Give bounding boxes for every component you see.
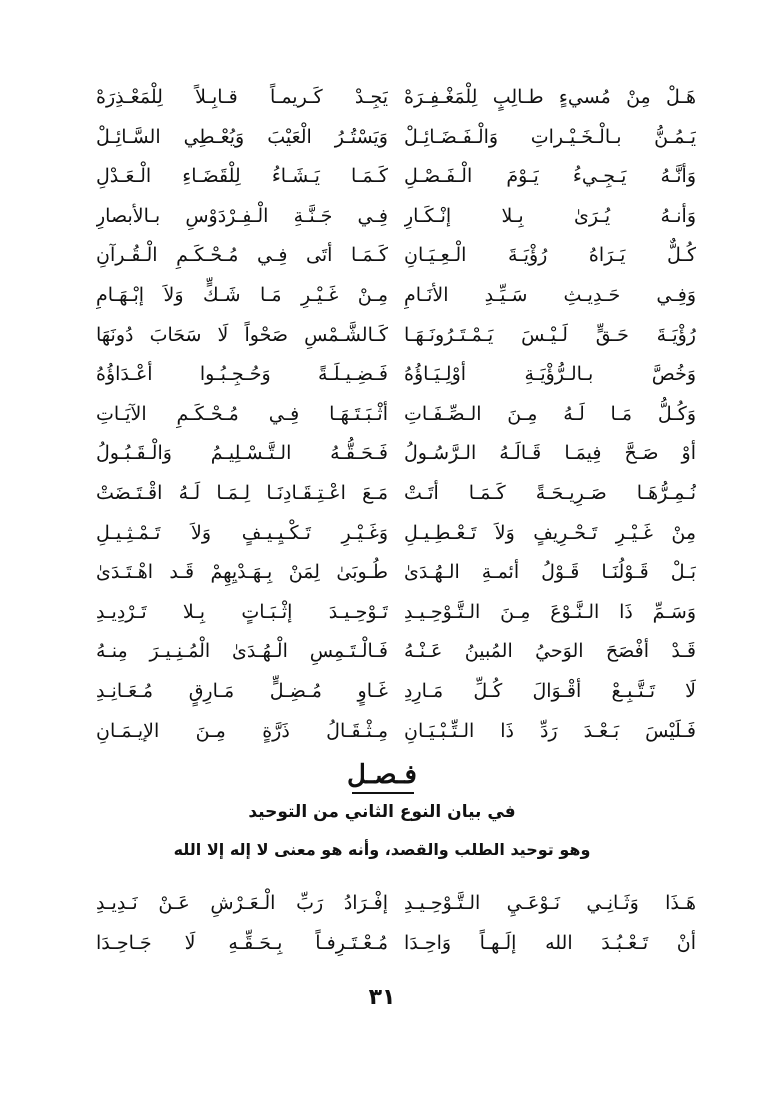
verse-first-hemistich: نُـمِـرُّهَـا صَـرِيـحَـةً كَـمَـا أتَـتْ (404, 481, 696, 504)
verse-second-hemistich: وَيَسْتُـرُ الْعَيْبَ وَيُعْـطِي السَّـائِـلْ (96, 125, 388, 148)
verse-second-hemistich: يَجِـدْ كَـريمـاً قـابِـلاً لِلْمَعْـذِرَهْ (96, 86, 388, 108)
verse-first-hemistich: وَخُصَّ بـالـرُّؤْيَـةِ أوْلِـيَـاؤُهُ (404, 363, 696, 386)
verse-line (96, 474, 696, 514)
verse-first-hemistich: وَفِـي حَـدِيـثِ سَـيِّـدِ الأنَـامِ (404, 283, 696, 306)
verse-second-hemistich: مَـعَ اعْـتِـقَـادِنَـا لِـمَـا لَـهُ اقْـتَـضَتْ (96, 481, 388, 504)
verse-first-hemistich: مِنْ غَـيْـرِ تَـحْـرِيفٍ وَلاَ تَـعْـطِـيـلِ (404, 521, 696, 544)
page-number: ٣١ (368, 985, 396, 1010)
verse-first-hemistich: قَـدْ أفْصَحَ الوَحيُ المُبينُ عَـنْـهُ (404, 640, 696, 663)
verse-first-hemistich: وَأنـهُ يُـرَىٰ بِـلا إنْـكَـارِ (404, 204, 696, 227)
verse-second-hemistich: فَـضِـيـلَـةً وَحُـجِـبُـوا أعْـدَاؤُهُ (96, 363, 388, 386)
verse-second-hemistich: وَغَـيْـرِ تَـكْـيِـيـفٍ وَلاَ تَـمْـثِـيـلِ (96, 521, 388, 544)
heading-underline (352, 792, 414, 794)
section-subtitle-secondary: وهو توحيد الطلب والقصد، وأنه هو معنى لا إله إلا الله (173, 840, 591, 859)
verse-line (96, 924, 696, 964)
verse-line (96, 236, 696, 276)
verse-first-hemistich: وَكُـلُّ مَـا لَـهُ مِـنَ الـصِّـفَـاتِ (404, 402, 696, 425)
verse-second-hemistich: فَـالْـتَـمِسِ الْـهُـدَىٰ الْمُـنِـيـرَ مِنـهُ (96, 640, 388, 663)
verse-second-hemistich: أثْـبَـتَـهَـا فِـي مُـحْـكَـمِ الآيَـاتِ (96, 402, 388, 425)
verse-line (96, 316, 696, 356)
verse-line (96, 197, 696, 237)
verse-first-hemistich: رُؤْيَـةَ حَـقٍّ لَـيْـسَ يَـمْـتَـرُونَـهَـا (404, 323, 696, 346)
verse-first-hemistich: هَـذَا وَثَـانِـي نَـوْعَـيِ الـتَّـوْحِـيـدِ (404, 892, 696, 914)
verse-line (96, 78, 696, 118)
verse-first-hemistich: لَا تَـتَّـبِـعْ أقْـوَالَ كُـلِّ مَـارِدِ (404, 679, 696, 702)
verse-second-hemistich: مُـعْـتَـرِفـاً بِـحَـقِّـهِ لَا جَـاحِـدَا (96, 931, 388, 954)
section-heading: فـصـل (347, 760, 417, 790)
verse-line (96, 434, 696, 474)
verse-first-hemistich: يَـمُـنُّ بـالْـخَـيْـراتِ وَالْـفَـضَـائِـلْ (404, 125, 696, 148)
verse-second-hemistich: تَـوْحِـيـدَ إثْـبَـاتٍ بِـلا تَـرْدِيـدِ (96, 600, 388, 623)
section-subtitle: في بيان النوع الثاني من التوحيد (248, 802, 516, 822)
verse-first-hemistich: وَسَـمِّ ذَا الـنَّـوْعَ مِـنَ الـتَّـوْحِـيـدِ (404, 600, 696, 623)
verse-second-hemistich: كَـمَـا أتَى فِـي مُـحْـكَـمِ الْـقُـرآنِ (96, 244, 388, 267)
verse-second-hemistich: فِـي جَـنَّـةِ الْـفِـرْدَوْسِ بـالأبصارِ (96, 204, 388, 227)
verse-second-hemistich: إفْـرَادُ رَبِّ الْـعَـرْشِ عَـنْ نَـدِيـدِ (96, 892, 388, 914)
verse-line (96, 355, 696, 395)
verse-first-hemistich: وَأنَّـهُ يَـجِـيءُ يَـوْمَ الْـفَـصْـلِ (404, 165, 696, 188)
verse-line (96, 276, 696, 316)
verse-line (96, 157, 696, 197)
poem-verses-bottom (96, 884, 696, 963)
verse-second-hemistich: مِـثْـقَـالُ ذَرَّةٍ مِـنَ الإيـمَـانِ (96, 719, 388, 742)
verse-second-hemistich: كَـمَـا يَـشَـاءُ لِلْقَضَـاءِ الْـعَـدْلِ (96, 165, 388, 188)
verse-line (96, 884, 696, 924)
verse-second-hemistich: كَـالشَّـمْسِ صَحْواً لَا سَحَابَ دُونَهَا (96, 323, 388, 346)
poem-verses-top (96, 78, 696, 751)
verse-line (96, 118, 696, 158)
verse-first-hemistich: أوْ صَـحَّ فِيمَـا قَـالَـهُ الـرَّسُـولُ (404, 442, 696, 465)
verse-first-hemistich: فَـلَيْسَ بَـعْـدَ رَدِّ ذَا الـتِّـبْـيَـانِ (404, 719, 696, 742)
verse-line (96, 593, 696, 633)
verse-first-hemistich: بَـلْ قَـوْلُنَـا قَـوْلُ أئمـةِ الـهُـدَىٰ (404, 561, 696, 584)
verse-line (96, 672, 696, 712)
verse-line (96, 712, 696, 752)
verse-second-hemistich: غَـاوٍ مُـضِـلٍّ مَـارِقٍ مُـعَـانِـدِ (96, 679, 388, 702)
verse-line (96, 553, 696, 593)
verse-second-hemistich: مِـنْ غَـيْـرِ مَـا شَـكٍّ وَلاَ إبْـهَـامِ (96, 283, 388, 306)
verse-second-hemistich: طُـوبَىٰ لِمَنْ بِـهَـدْيِهِمْ قَـد اهْـتَـدَىٰ (96, 561, 388, 584)
verse-first-hemistich: هَـلْ مِنْ مُسيءٍ طـالِبٍ لِلْمَغْـفِـرَهْ (404, 86, 696, 108)
verse-first-hemistich: كُـلٌّ يَـرَاهُ رُؤْيَـةَ الْـعِـيَـانِ (404, 244, 696, 267)
verse-second-hemistich: فَـحَـقُّـهُ الـتَّـسْـلِيـمُ وَالْـقَـبُـولُ (96, 442, 388, 465)
verse-line (96, 632, 696, 672)
verse-line (96, 514, 696, 554)
verse-first-hemistich: أنْ تَـعْـبُـدَ الله إلَـهـاً وَاحِـدَا (404, 931, 696, 954)
verse-line (96, 395, 696, 435)
